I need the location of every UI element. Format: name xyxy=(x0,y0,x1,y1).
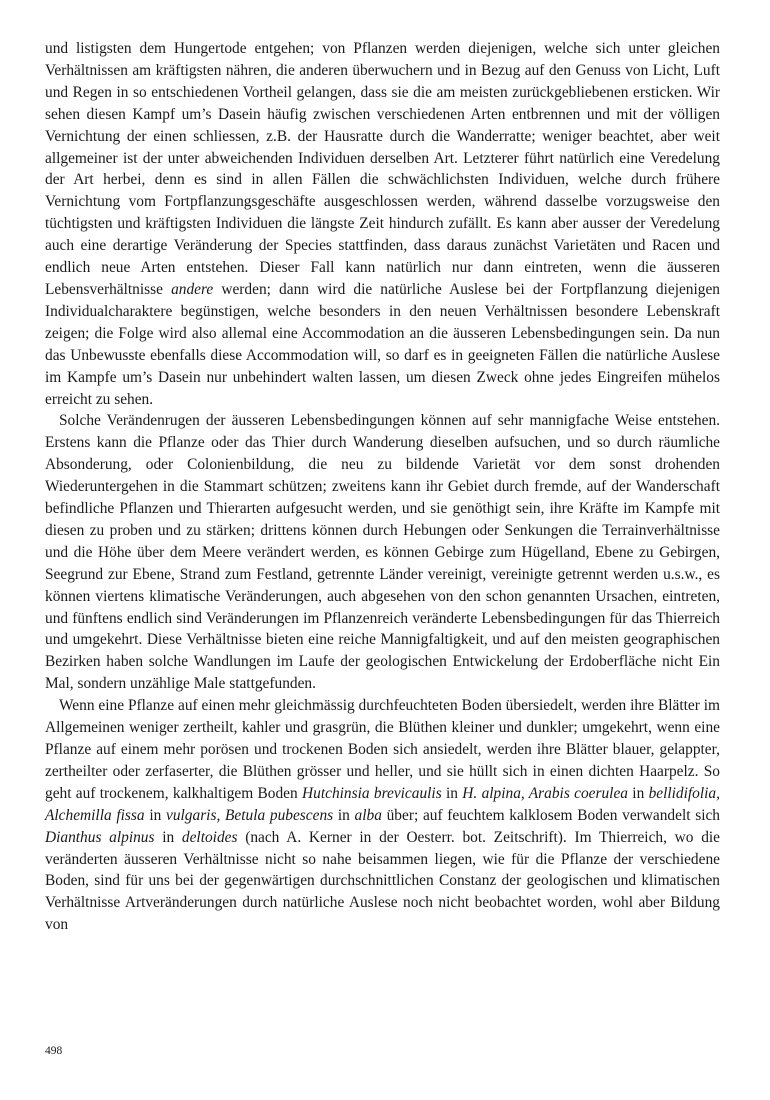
italic-span: deltoides xyxy=(181,828,238,846)
italic-span: Hutchinsia brevicaulis xyxy=(302,784,442,802)
italic-span: H. alpina, Arabis coerulea xyxy=(462,784,628,802)
text-span: in xyxy=(627,784,649,802)
paragraph-2 xyxy=(45,410,720,695)
italic-span: Dianthus alpinus xyxy=(45,828,155,846)
text-span: und listigsten dem Hungertode entgehen; von Pflanzen werden diejenigen, welche sich unter gleichen Verhältnissen am kräftigsten nähren, die anderen überwuchern und in Bezug auf den Genuss von Licht, Luft und Regen in so entschiedenen Vortheil gelangen, dass sie die am meisten zurückgebliebenen ersticken. Wir sehen diesen Kampf um’s Dasein häufig zwischen verschiedenen Arten entbrennen und mit der völligen Vernichtung der einen schliessen, z.B. der Hausratte durch die Wanderratte; weniger beachtet, aber weit allgemeiner ist der unter abweichenden Individuen derselben Art. Letzterer führt natürlich eine Veredelung der Art herbei, denn es sind in allen Fällen die schwächlichsten Individuen, welche durch frühere Vernichtung vom Fortpflanzungsgeschäfte ausgeschlossen werden, während dasselbe vorzugsweise den tüchtigsten und kräftigsten Individuen die längste Zeit hindurch zufällt. Es kann aber ausser der Veredelung auch eine derartige Veränderung der Species stattfinden, dass daraus zunächst Varietäten und Racen und endlich neue Arten entstehen. Dieser Fall kann natürlich nur dann eintreten, wenn die äusseren Lebensverhältnisse xyxy=(45,40,720,298)
text-span: in xyxy=(441,784,463,802)
page-body xyxy=(45,38,720,936)
paragraph-1 xyxy=(45,38,720,410)
text-span: werden; dann wird die natürliche Auslese bei der Fortpflanzung diejenigen Individualcharaktere begünstigen, welche besonders in den neuen Verhältnissen besondere Lebenskraft zeigen; die Folge wird also allemal eine Accommodation an die äusseren Lebensbedingungen sein. Da nun das Unbewusste ebenfalls diese Accommodation will, so darf es in geeigneten Fällen die natürliche Auslese im Kampfe um’s Dasein nur unbehindert walten lassen, um diesen Zweck ohne jedes Eingreifen mühelos erreicht zu sehen. xyxy=(45,280,721,408)
text-span: Wenn eine Pflanze auf einen mehr gleichmässig durchfeuchteten Boden übersiedelt, werden ihre Blätter im Allgemeinen weniger zertheilt, kahler und grasgrün, die Blüthen kleiner und dunkler; umgekehrt, wenn eine Pflanze auf einem mehr porösen und trockenen Boden sich ansiedelt, werden ihre Blätter blauer, gelappter, zertheilter oder zerfaserter, die Blüthen grösser und heller, und sie hüllt sich in einen dichten Haarpelz. So geht auf trockenem, kalkhaltigem Boden xyxy=(45,697,720,802)
page-number: 498 xyxy=(45,1045,63,1057)
italic-span: vulgaris, Betula pubescens xyxy=(166,806,334,824)
text-span: in xyxy=(333,806,355,824)
italic-span: bellidifolia, Alchemilla fissa xyxy=(45,784,720,824)
text-span: in xyxy=(154,828,182,846)
italic-span: andere xyxy=(171,280,214,298)
paragraph-3 xyxy=(45,695,720,936)
text-span: in xyxy=(144,806,166,824)
italic-span: alba xyxy=(354,806,382,824)
text-span: (nach A. Kerner in der Oesterr. bot. Zeitschrift). Im Thierreich, wo die veränderten äusseren Verhältnisse nicht so nahe beisammen liegen, wie für die Pflanze der verschiedene Boden, sind für uns bei der gegenwärtigen durchschnittlichen Constanz der geologischen und klimatischen Verhältnisse Artveränderungen durch natürliche Auslese noch nicht beobachtet worden, wohl aber Bildung von xyxy=(45,828,721,934)
text-span: Solche Verändenrugen der äusseren Lebensbedingungen können auf sehr mannigfache Weise entstehen. Erstens kann die Pflanze oder das Thier durch Wanderung dieselben aufsuchen, und so durch räumliche Absonderung, oder Colonienbildung, die neu zu bildende Varietät vor dem sonst drohenden Wiederuntergehen in die Stammart schützen; zweitens kann ihr Gebiet durch fremde, auf der Wanderschaft befindliche Pflanzen und Thierarten aufgesucht werden, und sie genöthigt sein, ihre Kräfte im Kampfe mit diesen zu proben und zu stärken; drittens können durch Hebungen oder Senkungen die Terrainverhältnisse und die Höhe über dem Meere verändert werden, es können Gebirge zum Hügelland, Ebene zu Gebirgen, Seegrund zur Ebene, Strand zum Festland, getrennte Länder vereinigt, vereinigte getrennt werden u.s.w., es können viertens klimatische Veränderungen, auch abgesehen von den schon genannten Ursachen, eintreten, und fünftens endlich sind Veränderungen im Pflanzenreich veränderte Lebensbedingungen für das Thierreich und umgekehrt. Diese Verhältnisse bieten eine reiche Mannigfaltigkeit, und auf den meisten geographischen Bezirken haben solche Wandlungen im Laufe der geologischen Entwickelung der Erdoberfläche nicht Ein Mal, sondern unzählige Male stattgefunden. xyxy=(45,412,720,693)
text-span: über; auf feuchtem kalklosem Boden verwandelt sich xyxy=(381,806,720,824)
